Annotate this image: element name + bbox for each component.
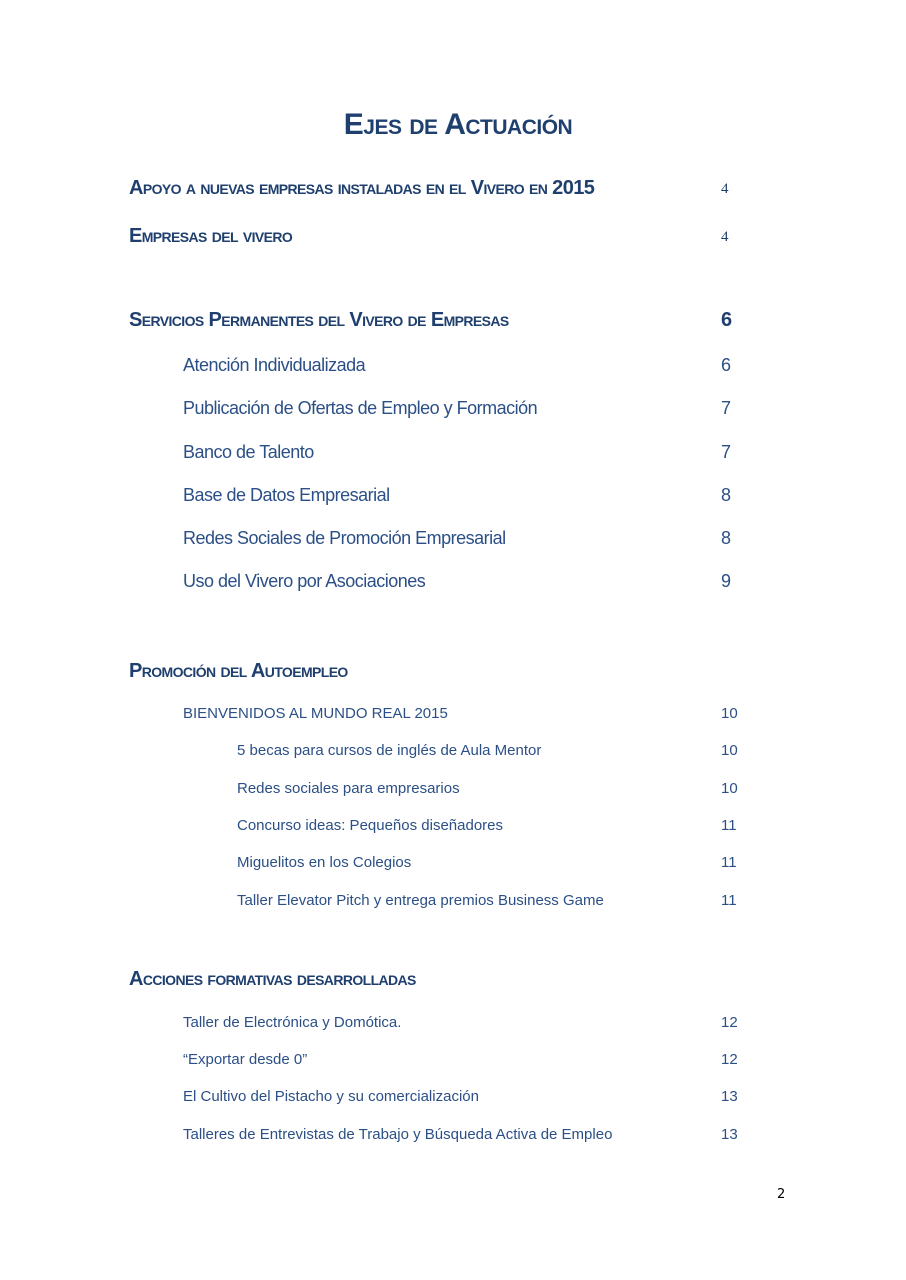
toc-entry-label: El Cultivo del Pistacho y su comercialización (183, 1088, 479, 1105)
toc-entry-page: 12 (721, 1051, 738, 1068)
toc-entry-label: Atención Individualizada (183, 355, 366, 375)
page-number: 2 (777, 1187, 786, 1202)
toc-entry-label: “Exportar desde 0” (183, 1051, 308, 1068)
toc-entry-label: Acciones formativas desarrolladas (129, 968, 416, 990)
toc-entry-label: Empresas del vivero (129, 225, 293, 247)
toc-entry-label: Concurso ideas: Pequeños diseñadores (237, 817, 504, 834)
toc-entry-page: 11 (721, 854, 737, 871)
toc-entry-label: Redes Sociales de Promoción Empresarial (183, 528, 506, 548)
page-title: Ejes de Actuación (343, 108, 573, 141)
toc-entry-page: 13 (721, 1126, 738, 1143)
toc-entry-page: 10 (721, 705, 738, 722)
toc-entry-page: 4 (721, 229, 729, 245)
toc-entry-label: Apoyo a nuevas empresas instaladas en el Vivero en 2015 (129, 177, 595, 199)
toc-entry-page: 8 (721, 485, 732, 505)
toc-entry-page: 12 (721, 1014, 738, 1031)
toc-entry-page: 9 (721, 571, 732, 591)
toc-entry-page: 4 (721, 181, 729, 197)
toc-entry-label: Banco de Talento (183, 442, 314, 462)
toc-entry-label: 5 becas para cursos de inglés de Aula Mentor (237, 742, 542, 759)
toc-entry-label: Servicios Permanentes del Vivero de Empresas (129, 309, 509, 331)
toc-entry-label: Talleres de Entrevistas de Trabajo y Búsqueda Activa de Empleo (183, 1126, 613, 1143)
toc-entry-page: 13 (721, 1088, 738, 1105)
toc-entry-label: Miguelitos en los Colegios (237, 854, 412, 871)
toc-entry-page: 6 (721, 309, 733, 331)
toc-entry-label: Publicación de Ofertas de Empleo y Formación (183, 398, 538, 418)
toc-entry-label: Uso del Vivero por Asociaciones (183, 571, 426, 591)
toc-entry-page: 10 (721, 780, 738, 797)
toc-entry-page: 10 (721, 742, 738, 759)
toc-entry-page: 7 (721, 398, 732, 418)
toc-entry-label: Taller Elevator Pitch y entrega premios Business Game (237, 892, 604, 909)
toc-entry-label: Promoción del Autoempleo (129, 660, 348, 682)
toc-entry-page: 11 (721, 892, 737, 909)
toc-entry-page: 7 (721, 442, 732, 462)
toc-entry-label: BIENVENIDOS AL MUNDO REAL 2015 (183, 705, 448, 722)
toc-entry-page: 11 (721, 817, 737, 834)
toc-entry-label: Base de Datos Empresarial (183, 485, 390, 505)
toc-entry-label: Taller de Electrónica y Domótica. (183, 1014, 402, 1031)
toc-entry-page: 8 (721, 528, 732, 548)
toc-entry-page: 6 (721, 355, 732, 375)
toc-entry-label: Redes sociales para empresarios (237, 780, 460, 797)
